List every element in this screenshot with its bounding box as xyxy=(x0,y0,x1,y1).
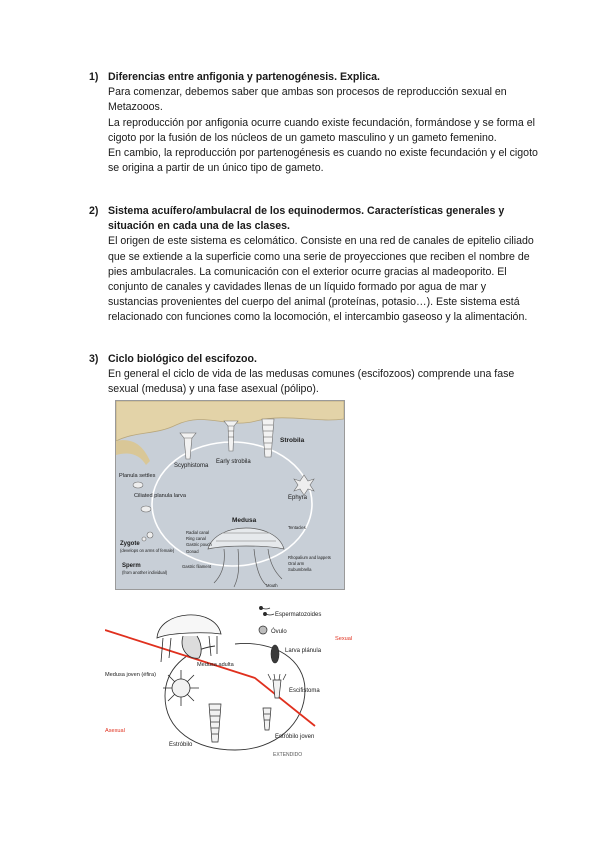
question-number: 3) xyxy=(89,353,99,365)
label-estrobilo-joven: Estróbilo joven xyxy=(275,734,315,740)
label-ciliated-planula: Ciliated planula larva xyxy=(134,493,186,499)
planula-icon xyxy=(271,645,279,663)
label-planula-settles: Planula settles xyxy=(119,473,156,479)
question-1 xyxy=(89,70,539,176)
ephyra-icon xyxy=(163,670,199,706)
answer-paragraph: Para comenzar, debemos saber que ambas son procesos de reproducción sexual en Metazooos. xyxy=(108,86,507,114)
label-scyphistoma: Scyphistoma xyxy=(174,463,209,469)
label-radial-canal: Radial canal xyxy=(186,530,210,535)
zygote-icon xyxy=(142,532,153,541)
question-title: Sistema acuífero/ambulacral de los equinodermos. Características generales y situación en cada una de las clases. xyxy=(108,205,505,233)
label-medusa-joven: Medusa joven (éfira) xyxy=(105,672,156,678)
label-early-strobila: Early strobila xyxy=(216,459,251,465)
label-espermatozoides: Espermatozoides xyxy=(275,612,322,618)
seabed-shape xyxy=(116,440,150,465)
question-title: Ciclo biológico del escifozoo. xyxy=(108,353,257,365)
answer-paragraph: El origen de este sistema es celomático. Consiste en una red de canales de epitelio ciliado que se extiende a la superficie como una serie de proyecciones que reciben el nombre de pies ambulacrales. La comunicación con el exterior ocurre gracias al madeoporito. El conjunto de canales y cavidades llenas de un líquido formado por agua de mar y sustancias provenientes del cuerpo del animal (proteínas, potasio…). Este sistema está relacionado con funciones como la locomoción, el intercambio gaseoso y la alimentación. xyxy=(108,235,534,324)
question-3 xyxy=(89,352,539,398)
label-subumbrella: Subumbrella xyxy=(288,567,312,572)
ovum-icon xyxy=(259,626,267,634)
label-estrobilo: Estróbilo xyxy=(169,742,193,748)
question-title: Diferencias entre anfigonia y partenogénesis. Explica. xyxy=(108,71,380,83)
label-strobila: Strobila xyxy=(280,437,305,444)
sperm-icon xyxy=(259,606,274,615)
answer-paragraph: En cambio, la reproducción por partenogénesis es cuando no existe fecundación y el cigoto se origina a partir de un único tipo de gameto. xyxy=(108,147,538,175)
label-sperm-note: (from another individual) xyxy=(122,570,168,575)
label-zygote-note: (develops on arms of female) xyxy=(120,548,175,553)
label-medusa-adulta: Medusa adulta xyxy=(197,662,234,668)
label-ovulo: Óvulo xyxy=(271,629,287,635)
scyphistoma-icon xyxy=(268,674,286,698)
label-tentacles: Tentacles xyxy=(288,525,306,530)
question-2 xyxy=(89,204,539,326)
young-strobila-icon xyxy=(263,708,271,730)
label-gastric-pouch: Gastric pouch xyxy=(186,542,212,547)
label-larva-planula: Larva plánula xyxy=(285,648,322,654)
ciclo-diagram xyxy=(105,600,373,762)
answer-paragraph: La reproducción por anfigonia ocurre cuando existe fecundación, formándose y se forma el cigoto por la fusión de los núcleos de un gameto masculino y un gameto femenino. xyxy=(108,116,535,144)
life-cycle-figure-spanish xyxy=(105,600,373,762)
label-escifistoma: Escifistoma xyxy=(289,688,320,694)
label-medusa: Medusa xyxy=(232,517,257,524)
label-ring-canal: Ring canal xyxy=(186,536,206,541)
strobila-icon xyxy=(262,419,274,457)
adult-medusa-icon xyxy=(157,615,221,662)
label-rhopalium: Rhopalium and lappets xyxy=(288,555,331,560)
label-gonad: Gonad xyxy=(186,549,199,554)
label-sexual: Sexual xyxy=(335,636,353,642)
label-mouth: Mouth xyxy=(266,583,278,588)
label-zygote: Zygote xyxy=(120,541,140,547)
early-strobila-icon xyxy=(224,421,238,451)
label-oral-arm: Oral arm xyxy=(288,561,305,566)
life-cycle-diagram xyxy=(116,401,344,589)
label-gastric-filament: Gastric filament xyxy=(182,564,212,569)
answer-paragraph: En general el ciclo de vida de las medusas comunes (escifozoos) comprende una fase sexual (medusa) y una fase asexual (pólipo). xyxy=(108,368,515,396)
question-number: 1) xyxy=(89,71,99,83)
strobila-icon xyxy=(209,704,221,742)
label-sperm: Sperm xyxy=(122,563,141,569)
image-credit: EXTENDIDO xyxy=(273,752,303,758)
life-cycle-figure-english xyxy=(115,400,345,590)
label-ephyra: Ephyra xyxy=(288,495,308,501)
question-number: 2) xyxy=(89,205,99,217)
label-asexual: Asexual xyxy=(105,728,125,734)
